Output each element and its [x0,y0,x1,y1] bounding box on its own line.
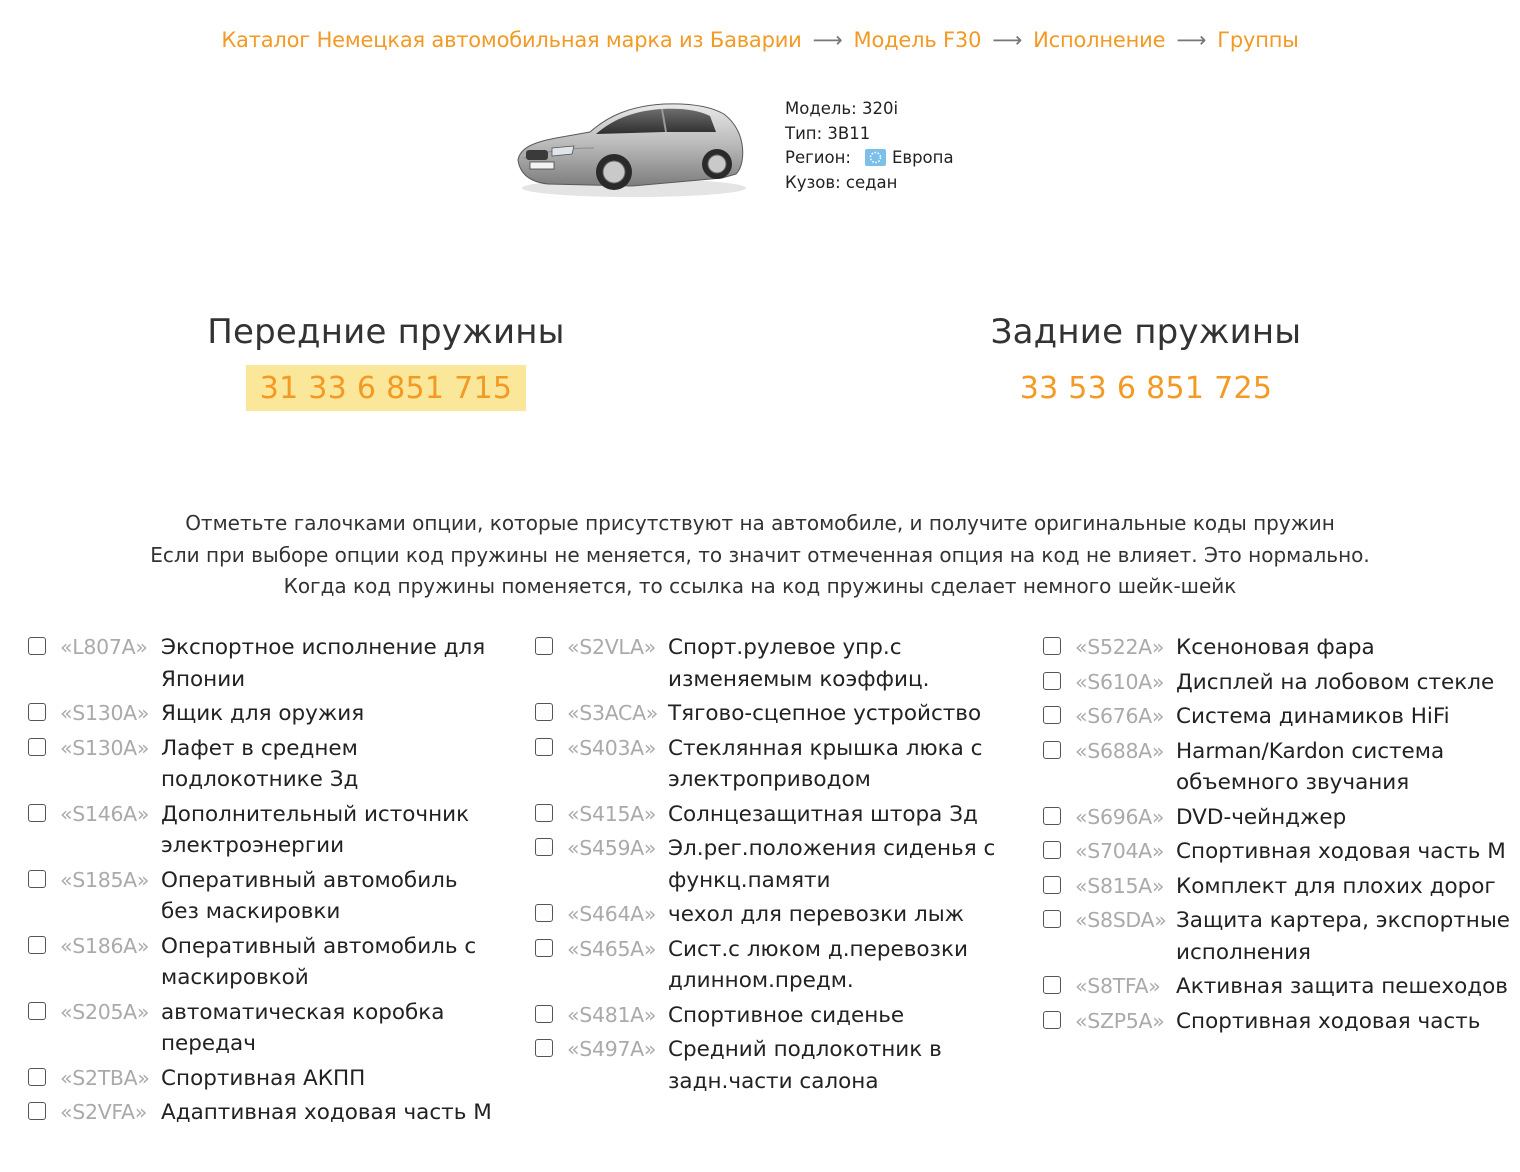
option-code: «S3ACA» [567,701,659,725]
rear-spring-code-link[interactable]: 33 53 6 851 725 [1019,371,1273,406]
option-code: «L807A» [60,635,148,659]
breadcrumb-groups[interactable]: Группы [1217,28,1299,52]
option-label: Сист.с люком д.перевозки длинном.предм. [668,936,968,993]
rear-springs-title: Задние пружины [990,312,1302,352]
option-code: «S2VFA» [60,1100,147,1124]
option-label: Ящик для оружия [161,701,365,726]
option-label: Harman/Kardon система объемного звучания [1176,738,1445,795]
option-checkbox[interactable] [1043,976,1061,994]
option-item[interactable] [28,931,498,994]
rear-springs [866,312,1426,411]
vehicle-type: Тип: 3B11 [785,123,871,143]
option-item[interactable] [535,799,1005,831]
option-label: Экспортное исполнение для Японии [161,635,486,692]
option-label: автоматическая коробка передач [161,999,445,1056]
option-checkbox[interactable] [1043,706,1061,724]
option-label: Спорт.рулевое упр.с изменяемым коэффиц. [668,635,930,692]
option-label: Оперативный автомобиль с маскировкой [161,933,477,990]
instruction-line: Отметьте галочками опции, которые присутствуют на автомобиле, и получите оригинальные коды пружин [185,511,1335,535]
option-checkbox[interactable] [535,939,553,957]
europe-flag-icon [865,149,886,166]
option-code: «S522A» [1075,635,1165,659]
option-item[interactable] [535,899,1005,931]
option-code: «S704A» [1075,839,1165,863]
option-checkbox[interactable] [28,1002,46,1020]
option-checkbox[interactable] [28,1102,46,1120]
option-checkbox[interactable] [28,1068,46,1086]
option-code: «S688A» [1075,738,1165,763]
options-column-3 [1043,632,1513,1040]
option-code: «S815A» [1075,873,1165,898]
option-code: «S130A» [60,735,150,760]
breadcrumb-model[interactable]: Модель F30 [853,28,982,52]
option-label: Комплект для плохих дорог [1176,873,1496,899]
option-label: Спортивное сиденье [668,1002,905,1028]
option-item[interactable] [1043,667,1513,699]
vehicle-region-value: Европа [891,148,954,168]
option-label: Ксеноновая фара [1176,635,1375,660]
option-code: «S464A» [567,902,657,926]
option-label: Адаптивная ходовая часть M [161,1100,492,1125]
option-code: «SZP5A» [1075,1008,1165,1033]
option-label: Тягово-сцепное устройство [668,701,982,726]
breadcrumb-arrow-icon: ⟶ [992,28,1023,52]
option-label: Спортивная ходовая часть M [1176,839,1506,864]
option-checkbox[interactable] [1043,876,1061,894]
instruction-line: Когда код пружины поменяется, то ссылка на код пружины сделает немного шейк-шейк [283,574,1237,598]
option-code: «S459A» [567,836,657,860]
option-item[interactable] [535,1034,1005,1097]
option-item[interactable] [1043,871,1513,903]
options-column-1 [28,632,498,1132]
front-spring-code-link[interactable]: 31 33 6 851 715 [246,365,527,411]
vehicle-body: Кузов: седан [785,172,898,192]
option-code: «S610A» [1075,669,1165,694]
option-code: «S185A» [60,867,150,892]
option-code: «S8TFA» [1075,974,1161,998]
option-item[interactable] [28,698,498,730]
front-springs-title: Передние пружины [207,312,565,352]
option-item[interactable] [28,997,498,1060]
vehicle-model: Модель: 320i [785,99,899,118]
option-checkbox[interactable] [535,1005,553,1023]
option-item[interactable] [1043,905,1513,968]
option-checkbox[interactable] [28,703,46,721]
option-checkbox[interactable] [1043,741,1061,759]
option-item[interactable] [28,865,498,928]
breadcrumb-execution[interactable]: Исполнение [1033,28,1166,52]
front-springs [106,312,666,411]
option-checkbox[interactable] [535,738,553,756]
breadcrumb-catalog[interactable]: Каталог Немецкая автомобильная марка из Баварии [221,28,802,52]
option-label: Лафет в среднем подлокотнике Зд [161,735,359,792]
option-code: «S2VLA» [567,635,656,659]
option-label: Эл.рег.положения сиденья с функц.памяти [668,836,996,893]
option-item[interactable] [28,799,498,862]
option-checkbox[interactable] [1043,672,1061,690]
vehicle-info [785,97,954,195]
option-checkbox[interactable] [535,804,553,822]
option-label: Система динамиков HiFi [1176,704,1450,729]
option-code: «S676A» [1075,704,1165,728]
option-item[interactable] [535,698,1005,730]
option-checkbox[interactable] [1043,1011,1061,1029]
option-item[interactable] [28,1097,498,1129]
option-item[interactable] [28,632,498,695]
options-column-2 [535,632,1005,1100]
option-item[interactable] [28,1063,498,1095]
instruction-line: Если при выборе опции код пружины не меняется, то значит отмеченная опция на код не влияет. Это нормально. [150,542,1370,567]
option-checkbox[interactable] [28,738,46,756]
option-item[interactable] [1043,836,1513,868]
option-label: Спортивная ходовая часть [1176,1008,1481,1034]
option-label: Стеклянная крышка люка с электроприводом [668,735,983,792]
option-label: Дополнительный источник электроэнергии [161,801,470,858]
option-checkbox[interactable] [28,804,46,822]
option-label: Оперативный автомобиль без маскировки [161,867,458,924]
option-code: «S696A» [1075,804,1165,829]
option-checkbox[interactable] [1043,637,1061,655]
option-checkbox[interactable] [535,838,553,856]
option-checkbox[interactable] [535,637,553,655]
option-label: DVD-чейнджер [1176,804,1347,830]
breadcrumb-arrow-icon: ⟶ [1176,28,1207,52]
car-image [512,98,748,202]
option-item[interactable] [1043,632,1513,664]
option-item[interactable] [28,733,498,796]
option-checkbox[interactable] [535,904,553,922]
option-checkbox[interactable] [28,637,46,655]
option-item[interactable] [535,1000,1005,1032]
option-item[interactable] [1043,802,1513,834]
option-code: «S130A» [60,701,150,725]
option-checkbox[interactable] [28,936,46,954]
option-checkbox[interactable] [535,703,553,721]
instructions [0,508,1520,603]
option-checkbox[interactable] [535,1039,553,1057]
option-code: «S497A» [567,1037,657,1061]
option-label: чехол для перевозки лыж [668,902,965,927]
option-code: «S205A» [60,999,150,1024]
option-label: Защита картера, экспортные исполнения [1176,908,1511,965]
option-item[interactable] [1043,1006,1513,1038]
option-item[interactable] [1043,971,1513,1003]
option-code: «S146A» [60,801,150,826]
option-checkbox[interactable] [1043,910,1061,928]
option-label: Солнцезащитная штора Зд [668,801,978,827]
vehicle-region-label: Регион: [785,148,851,168]
option-checkbox[interactable] [1043,807,1061,825]
option-code: «S415A» [567,801,657,826]
option-checkbox[interactable] [1043,841,1061,859]
option-item[interactable] [1043,736,1513,799]
option-checkbox[interactable] [28,870,46,888]
option-code: «S8SDA» [1075,908,1167,932]
option-label: Спортивная АКПП [161,1065,366,1091]
option-item[interactable] [1043,701,1513,733]
option-item[interactable] [535,733,1005,796]
option-item[interactable] [535,632,1005,695]
option-code: «S481A» [567,1002,657,1027]
option-code: «S403A» [567,735,657,760]
option-label: Средний подлокотник в задн.части салона [668,1037,942,1094]
vehicle-region [785,146,954,171]
option-item[interactable] [535,934,1005,997]
breadcrumb-arrow-icon: ⟶ [812,28,843,52]
breadcrumb [0,28,1520,52]
option-item[interactable] [535,833,1005,896]
option-code: «S186A» [60,933,150,958]
option-code: «S2TBA» [60,1065,150,1090]
option-code: «S465A» [567,936,657,961]
option-label: Активная защита пешеходов [1176,974,1508,999]
option-label: Дисплей на лобовом стекле [1176,669,1495,695]
